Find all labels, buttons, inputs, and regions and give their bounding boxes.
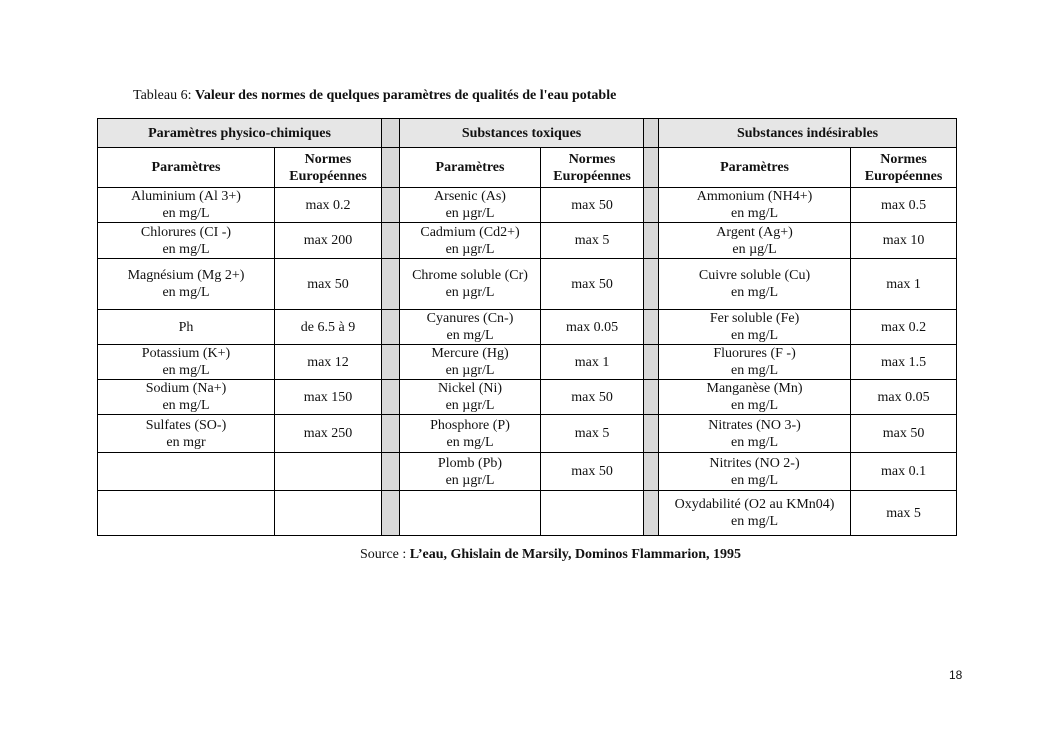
norm-value: max 50: [541, 259, 644, 310]
parameter-unit: en mg/L: [731, 285, 779, 300]
parameter-cell: [400, 453, 541, 491]
column-separator: [382, 148, 400, 188]
norm-value: max 50: [541, 188, 644, 223]
parameter-cell: [659, 310, 851, 345]
norm-value: max 150: [275, 380, 382, 415]
parameter-name: Mercure (Hg): [431, 346, 509, 361]
table-row: [98, 188, 957, 223]
norm-value: max 10: [851, 223, 957, 259]
column-separator: [382, 453, 400, 491]
parameter-unit: en µgr/L: [445, 206, 495, 221]
parameter-name: Potassium (K+): [141, 346, 231, 361]
norm-value: [541, 491, 644, 536]
column-separator: [382, 491, 400, 536]
table-caption: [133, 88, 616, 104]
parameter-name: Phosphore (P): [430, 417, 510, 433]
parameter-unit: en mg/L: [731, 328, 779, 343]
parameter-name: Nitrites (NO 2-): [709, 455, 800, 471]
parameter-unit: en mgr: [166, 434, 206, 450]
column-separator: [644, 188, 659, 223]
parameter-name: Chrome soluble (Cr): [412, 268, 528, 283]
norm-value: [275, 491, 382, 536]
parameter-unit: en µgr/L: [445, 285, 495, 300]
parameter-cell: [98, 345, 275, 380]
column-separator: [644, 119, 659, 148]
parameter-cell: [400, 345, 541, 380]
parameter-name: Chlorures (CI -): [140, 224, 232, 240]
column-separator: [382, 380, 400, 415]
parameter-cell: [98, 380, 275, 415]
parameter-unit: en mg/L: [731, 363, 779, 378]
parameter-cell: [400, 223, 541, 259]
parameter-name: Oxydabilité (O2 au KMn04): [674, 497, 835, 512]
parameter-name: Sulfates (SO-): [145, 417, 227, 433]
column-separator: [382, 223, 400, 259]
parameter-cell: [659, 415, 851, 453]
parameter-name: Nickel (Ni): [437, 381, 503, 396]
parameter-unit: en mg/L: [162, 241, 210, 257]
parameter-unit: en µgr/L: [445, 472, 495, 488]
norm-value: max 5: [541, 223, 644, 259]
parameter-cell: [659, 491, 851, 536]
parameter-cell: [659, 223, 851, 259]
norm-value: max 12: [275, 345, 382, 380]
norm-value: [275, 453, 382, 491]
parameter-unit: en mg/L: [162, 206, 210, 221]
parameter-cell: [98, 491, 275, 536]
parameter-cell: [98, 453, 275, 491]
parameter-name: Ammonium (NH4+): [696, 189, 813, 204]
caption-prefix: Tableau 6:: [133, 88, 195, 103]
parameter-name: Arsenic (As): [434, 189, 506, 204]
parameter-cell: [659, 380, 851, 415]
parameter-cell: [400, 188, 541, 223]
parameter-unit: en mg/L: [731, 472, 779, 488]
parameter-unit: en µgr/L: [445, 241, 495, 257]
parameter-name: Sodium (Na+): [145, 381, 227, 396]
header-normes: Normes Européennes: [275, 148, 382, 188]
parameter-unit: en µgr/L: [445, 363, 495, 378]
column-separator: [644, 148, 659, 188]
parameter-name: Aluminium (Al 3+): [131, 189, 241, 204]
norm-value: max 0.2: [275, 188, 382, 223]
table-row: [98, 345, 957, 380]
column-separator: [644, 345, 659, 380]
parameter-unit: en mg/L: [446, 434, 494, 450]
page-number: 18: [949, 668, 963, 682]
parameter-name: Manganèse (Mn): [706, 381, 803, 396]
column-separator: [644, 453, 659, 491]
parameter-cell: [400, 380, 541, 415]
table-row: [98, 453, 957, 491]
source-note: [0, 547, 1053, 563]
column-separator: [644, 259, 659, 310]
parameter-cell: [400, 259, 541, 310]
norm-value: max 50: [541, 453, 644, 491]
parameter-name: Nitrates (NO 3-): [708, 417, 801, 433]
parameter-cell: [98, 415, 275, 453]
header-parametres: Paramètres: [400, 148, 541, 188]
parameter-cell: [400, 415, 541, 453]
parameter-name: Argent (Ag+): [716, 224, 793, 240]
norm-value: max 1: [851, 259, 957, 310]
parameter-name: Ph: [178, 319, 194, 335]
parameter-unit: en mg/L: [731, 398, 779, 413]
norm-value: max 250: [275, 415, 382, 453]
parameter-cell: [659, 345, 851, 380]
norm-value: max 50: [851, 415, 957, 453]
parameter-name: Fer soluble (Fe): [709, 311, 800, 326]
column-separator: [382, 119, 400, 148]
parameter-cell: [659, 259, 851, 310]
parameter-name: Cadmium (Cd2+): [420, 224, 520, 240]
header-normes: Normes Européennes: [541, 148, 644, 188]
parameter-cell: [659, 453, 851, 491]
norm-value: max 0.05: [541, 310, 644, 345]
norm-value: max 50: [541, 380, 644, 415]
table-body: [98, 188, 957, 536]
parameter-unit: en mg/L: [446, 328, 494, 343]
parameter-cell: [98, 310, 275, 345]
norm-value: max 0.2: [851, 310, 957, 345]
column-separator: [382, 415, 400, 453]
column-separator: [644, 310, 659, 345]
group-substances-indesirables: Substances indésirables: [659, 119, 957, 148]
parameter-name: Cyanures (Cn-): [426, 311, 514, 326]
source-reference: L’eau, Ghislain de Marsily, Dominos Flammarion, 1995: [409, 547, 741, 562]
parameter-cell: [98, 188, 275, 223]
column-separator: [644, 491, 659, 536]
norm-value: max 1.5: [851, 345, 957, 380]
column-separator: [382, 345, 400, 380]
column-separator: [644, 380, 659, 415]
group-substances-toxiques: Substances toxiques: [400, 119, 644, 148]
table-row: [98, 310, 957, 345]
parameter-cell: [659, 188, 851, 223]
parameter-unit: en mg/L: [731, 206, 779, 221]
parameter-cell: [98, 223, 275, 259]
column-separator: [382, 310, 400, 345]
caption-title: Valeur des normes de quelques paramètres de qualités de l'eau potable: [195, 88, 617, 103]
parameter-unit: en mg/L: [162, 285, 210, 300]
column-separator: [644, 415, 659, 453]
parameter-cell: [400, 310, 541, 345]
norm-value: max 5: [851, 491, 957, 536]
header-parametres: Paramètres: [659, 148, 851, 188]
table-row: [98, 415, 957, 453]
group-header-row: [98, 119, 957, 148]
parameter-cell: [98, 259, 275, 310]
parameter-unit: en mg/L: [162, 363, 210, 378]
parameter-unit: en mg/L: [162, 398, 210, 413]
norm-value: max 200: [275, 223, 382, 259]
water-quality-table: [97, 118, 957, 536]
norm-value: max 5: [541, 415, 644, 453]
norm-value: max 50: [275, 259, 382, 310]
table-row: [98, 380, 957, 415]
sub-header-row: [98, 148, 957, 188]
parameter-name: Cuivre soluble (Cu): [698, 268, 811, 283]
table-row: [98, 259, 957, 310]
column-separator: [382, 259, 400, 310]
parameter-name: Magnésium (Mg 2+): [127, 268, 245, 283]
norm-value: de 6.5 à 9: [275, 310, 382, 345]
norm-value: max 1: [541, 345, 644, 380]
norm-value: max 0.05: [851, 380, 957, 415]
parameter-unit: en mg/L: [731, 514, 779, 529]
parameter-name: Plomb (Pb): [437, 455, 503, 471]
norm-value: max 0.1: [851, 453, 957, 491]
column-separator: [644, 223, 659, 259]
header-parametres: Paramètres: [98, 148, 275, 188]
parameter-name: Fluorures (F -): [713, 346, 796, 361]
norm-value: max 0.5: [851, 188, 957, 223]
source-prefix: Source :: [360, 547, 410, 562]
parameter-unit: en µgr/L: [445, 398, 495, 413]
parameter-unit: en µg/L: [732, 241, 777, 257]
group-physico-chimiques: Paramètres physico-chimiques: [98, 119, 382, 148]
column-separator: [382, 188, 400, 223]
parameter-cell: [400, 491, 541, 536]
table-row: [98, 491, 957, 536]
table-row: [98, 223, 957, 259]
header-normes: Normes Européennes: [851, 148, 957, 188]
parameter-unit: en mg/L: [731, 434, 779, 450]
